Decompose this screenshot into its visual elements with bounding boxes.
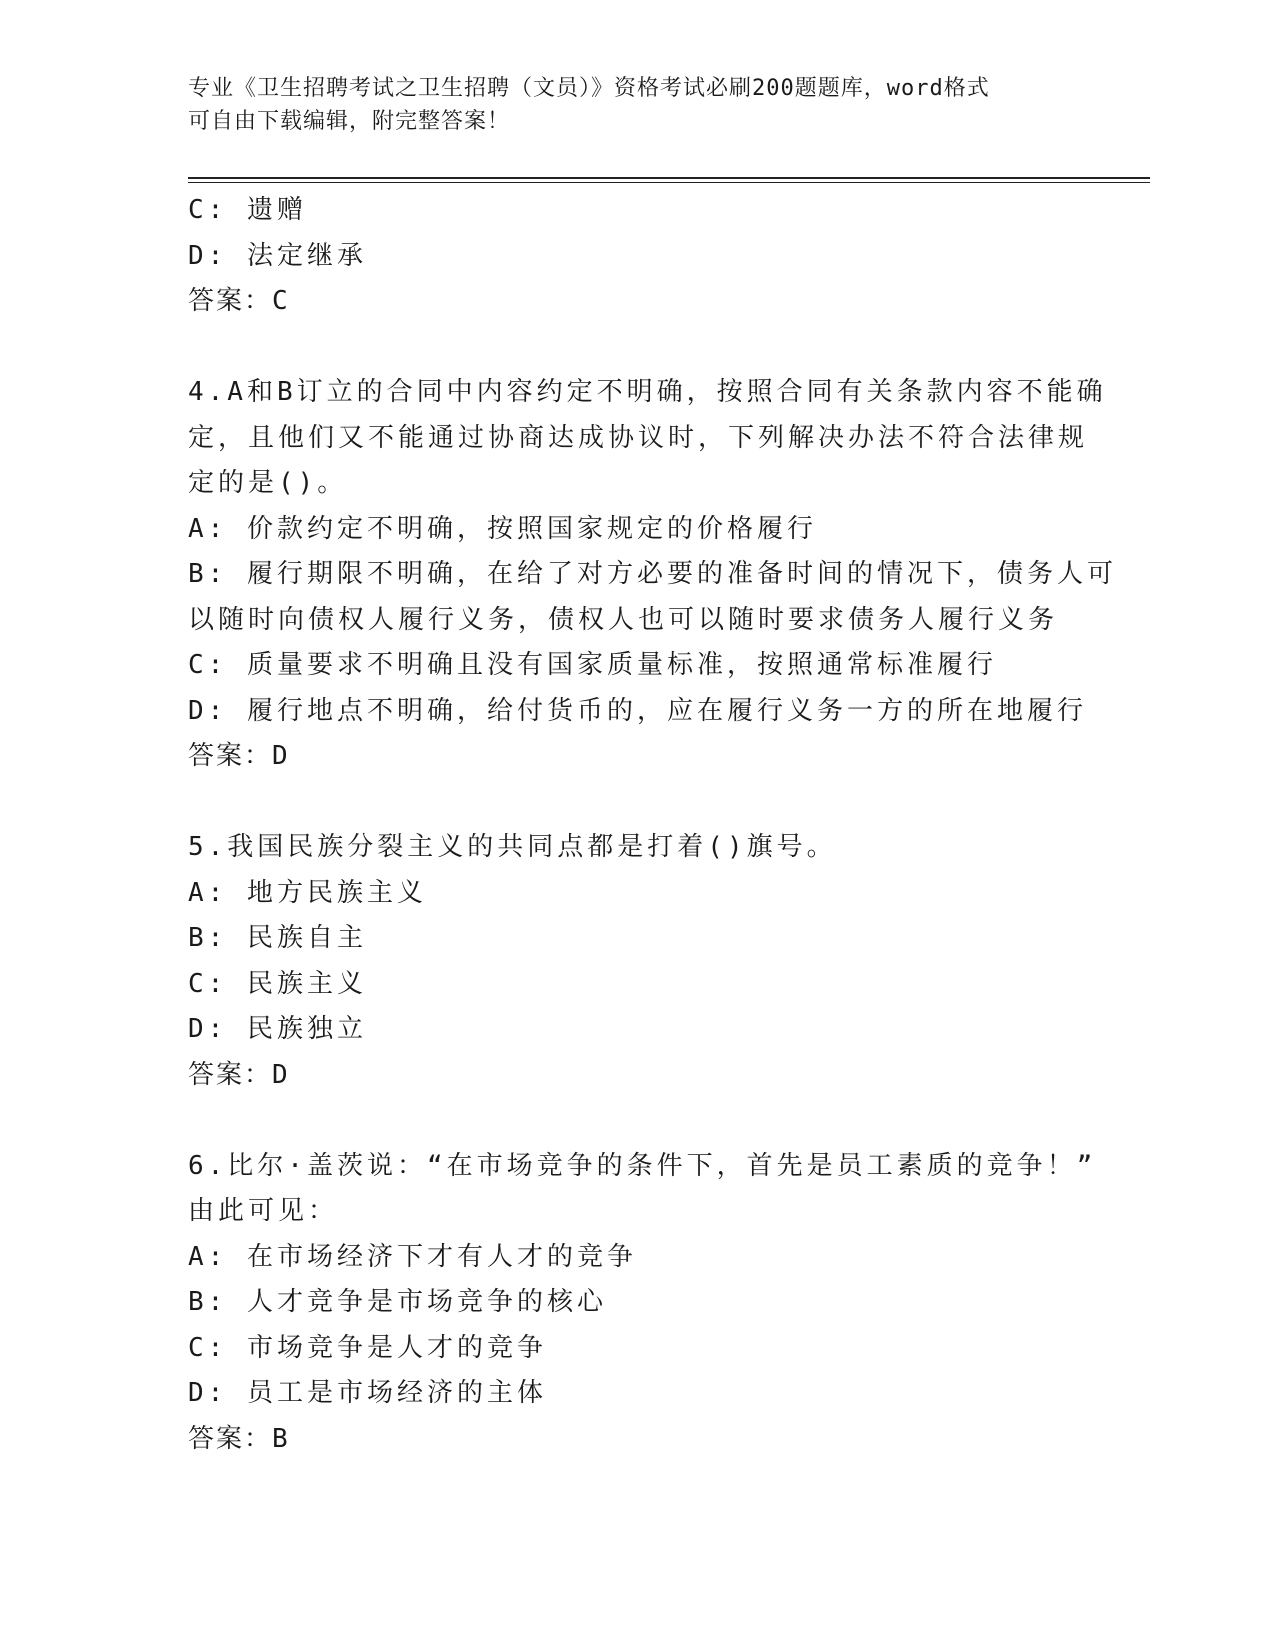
question-stem-line: 由此可见： — [188, 1196, 339, 1226]
option-line: A: 在市场经济下才有人才的竞争 — [188, 1241, 637, 1272]
question-list — [188, 188, 1117, 1462]
spacer — [188, 1098, 1088, 1144]
option-line: D: 履行地点不明确，给付货币的，应在履行义务一方的所在地履行 — [188, 695, 1087, 726]
answer-line: 答案：C — [188, 286, 290, 316]
spacer — [188, 325, 1088, 371]
header-divider-thin — [188, 182, 1150, 183]
header-line-1: 专业《卫生招聘考试之卫生招聘（文员）》资格考试必刷200题题库，word格式 — [188, 76, 990, 101]
option-line: C: 质量要求不明确且没有国家质量标准，按照通常标准履行 — [188, 650, 997, 680]
option-line: C: 市场竞争是人才的竞争 — [188, 1332, 547, 1363]
question-stem-line: 5.我国民族分裂主义的共同点都是打着()旗号。 — [188, 832, 837, 862]
question-stem-line: 定，且他们又不能通过协商达成协议时，下列解决办法不符合法律规 — [188, 422, 1089, 453]
question-stem-line: 6.比尔·盖茨说：“在市场竞争的条件下，首先是员工素质的竞争！” — [188, 1150, 1097, 1181]
option-line: B: 履行期限不明确，在给了对方必要的准备时间的情况下，债务人可 — [188, 559, 1117, 589]
answer-line: 答案：D — [188, 741, 290, 771]
question-stem-line: 定的是()。 — [188, 468, 348, 498]
option-line: D: 民族独立 — [188, 1014, 367, 1044]
question-block-6 — [188, 1144, 1097, 1463]
answer-line: 答案：B — [188, 1423, 290, 1454]
document-header — [188, 72, 1068, 138]
option-line: B: 民族自主 — [188, 923, 367, 953]
answer-line: 答案：D — [188, 1059, 290, 1090]
question-block-3 — [188, 188, 1088, 325]
header-line-2: 可自由下载编辑，附完整答案！ — [188, 109, 511, 134]
option-line: A: 地方民族主义 — [188, 877, 427, 908]
header-divider-thick — [188, 177, 1150, 179]
question-stem-line: 4.A和B订立的合同中内容约定不明确，按照合同有关条款内容不能确 — [188, 377, 1107, 407]
question-block-4 — [188, 370, 1117, 780]
option-line: B: 人才竞争是市场竞争的核心 — [188, 1287, 607, 1317]
option-line: D: 法定继承 — [188, 240, 367, 271]
option-line: A: 价款约定不明确，按照国家规定的价格履行 — [188, 513, 817, 544]
option-line: C: 民族主义 — [188, 968, 367, 999]
option-line: C: 遗赠 — [188, 195, 307, 225]
question-block-5 — [188, 825, 1088, 1098]
spacer — [188, 780, 1088, 826]
option-line: D: 员工是市场经济的主体 — [188, 1378, 547, 1408]
option-line: 以随时向债权人履行义务，债权人也可以随时要求债务人履行义务 — [188, 604, 1059, 635]
